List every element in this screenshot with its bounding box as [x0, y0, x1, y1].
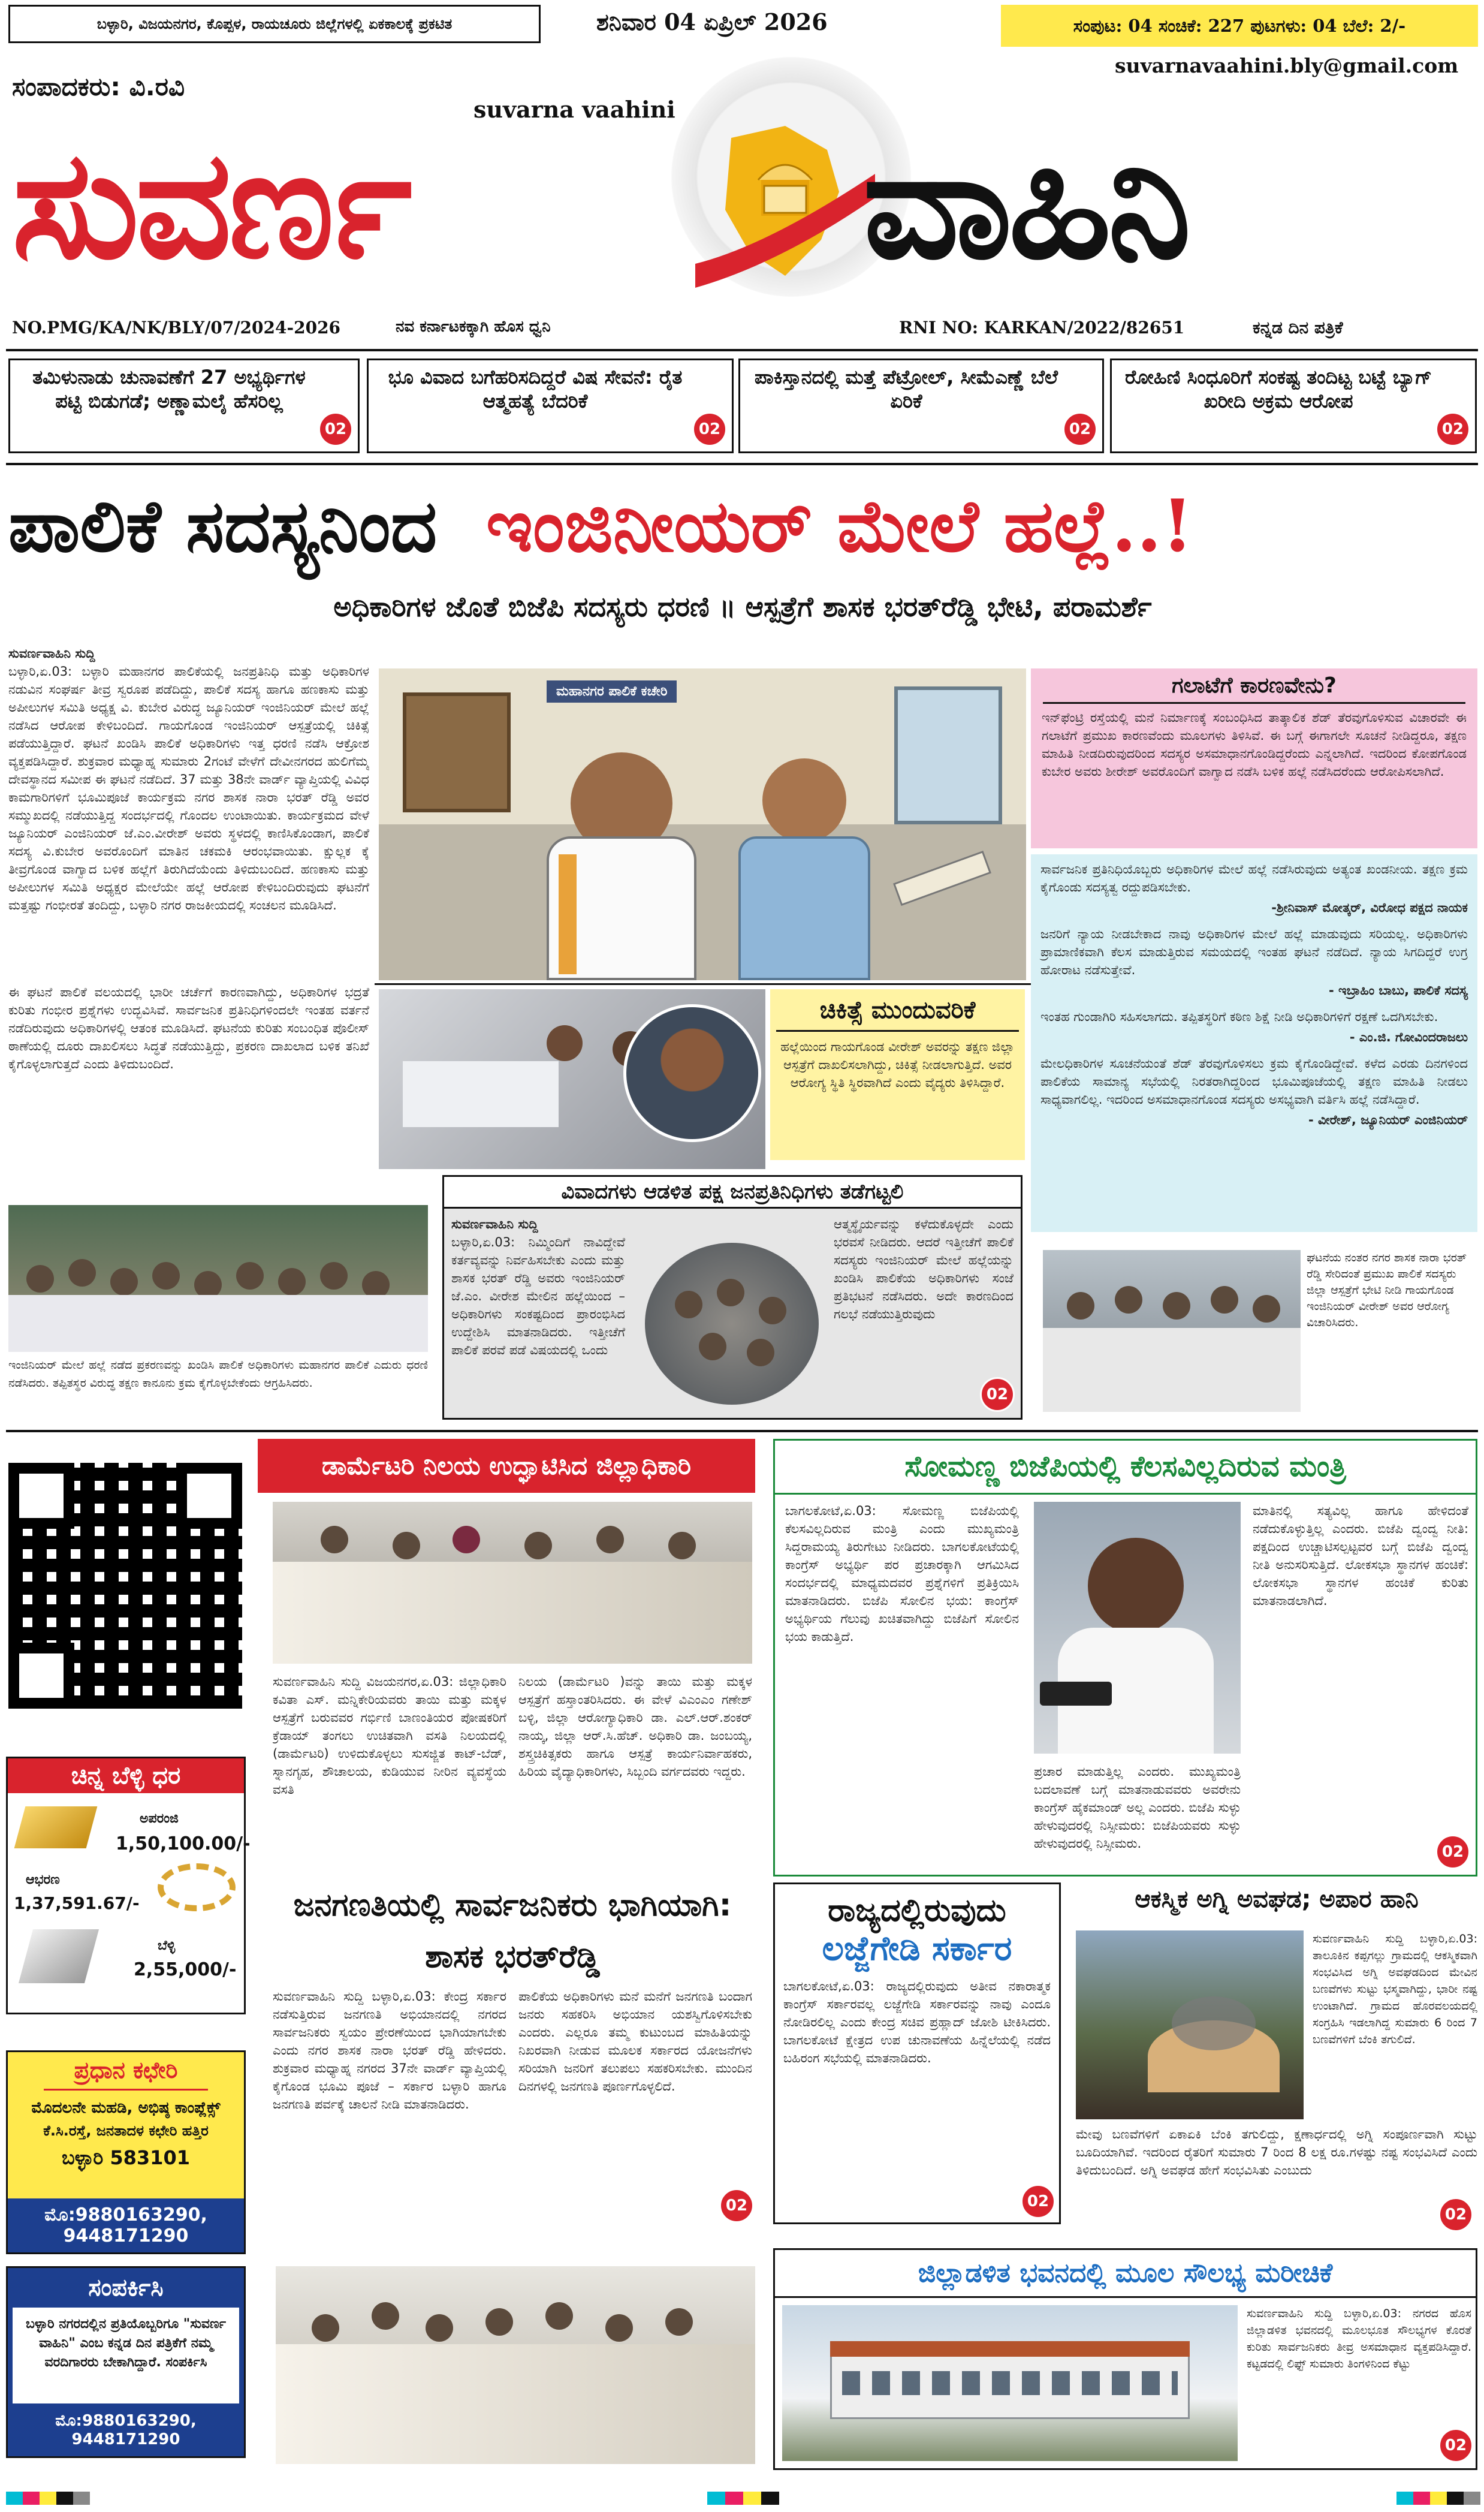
office-phone[interactable]: ಮೊ:9880163290, 9448171290	[8, 2198, 244, 2252]
census-photo	[276, 2266, 755, 2464]
price-value-silver: 2,55,000/-	[134, 1959, 237, 1980]
quote-author: -ಶ್ರೀನಿವಾಸ್ ಮೋತ್ಕರ್, ವಿರೋಧ ಪಕ್ಷದ ನಾಯಕ	[1271, 900, 1468, 915]
page-badge: 02	[719, 2188, 754, 2223]
page-badge: 02	[1021, 2184, 1055, 2219]
headline-red: ಇಂಜಿನೀಯರ್ ಮೇಲೆ ಹಲ್ಲೆ..!	[486, 484, 1193, 568]
office-line: ಬಳ್ಳಾರಿ 583101	[62, 2146, 190, 2169]
dormitory-title[interactable]: ಡಾರ್ಮೆಟರಿ ನಿಲಯ ಉದ್ಘಾಟಿಸಿದ ಜಿಲ್ಲಾಧಿಕಾರಿ	[258, 1439, 755, 1493]
teaser-1[interactable]	[8, 359, 360, 453]
office-line: ಕೆ.ಸಿ.ರಸ್ತೆ, ಜನತಾದಳ ಕಛೇರಿ ಹತ್ತಿರ	[43, 2122, 209, 2139]
quote-3: ಇಂತಹ ಗುಂಡಾಗಿರಿ ಸಹಿಸಲಾಗದು. ತಪ್ಪಿತಸ್ಥರಿಗೆ ಕಠಿಣ ಶಿಕ್ಷೆ ನೀಡಿ ಅಧಿಕಾರಿಗಳಿಗೆ ರಕ್ಷಣೆ ಒದಗಿಸಬೇಕು. - ಎಂ.ಜಿ. ಗೋವಿಂದರಾಜಲು	[1040, 1008, 1468, 1046]
lead-body-1	[8, 644, 369, 974]
dispute-photo	[645, 1243, 819, 1405]
price-value-jewel: 1,37,591.67/-	[14, 1893, 140, 1913]
office-title: ಪ್ರಧಾನ ಕಛೇರಿ	[44, 2052, 208, 2091]
qr-code[interactable]	[8, 1463, 242, 1709]
quote-author: - ವೀರೇಶ್, ಜ್ಯೂನಿಯರ್ ಎಂಜಿನಿಯರ್	[1308, 1113, 1468, 1127]
gold-bar-icon	[14, 1806, 98, 1848]
title-right: ವಾಹಿನಿ	[863, 116, 1188, 292]
page-badge: 02	[1435, 412, 1470, 447]
quote-author: - ಇಬ್ರಾಹಿಂ ಬಾಬು, ಪಾಲಿಕೆ ಸದಸ್ಯ	[1329, 983, 1468, 998]
slogan: ನವ ಕರ್ನಾಟಕಕ್ಕಾಗಿ ಹೊಸ ಧ್ವನಿ	[396, 318, 551, 336]
lajje-title-black[interactable]: ರಾಜ್ಯದಲ್ಲಿರುವುದು	[828, 1893, 1006, 1929]
lead-headline[interactable]	[8, 474, 1477, 579]
jewelry-icon	[158, 1863, 236, 1911]
issue-info: ಸಂಪುಟ: 04 ಸಂಚಿಕೆ: 227 ಪುಟಗಳು: 04 ಬೆಲೆ: 2/-	[1001, 5, 1478, 47]
teaser-text: ತಮಿಳುನಾಡು ಚುನಾವಣೆಗೆ 27 ಅಭ್ಯರ್ಥಿಗಳ ಪಟ್ಟಿ ಬಿಡುಗಡೆ; ಅಣ್ಣಾಮಲೈ ಹೆಸರಿಲ್ಲ	[32, 366, 306, 412]
lajje-title-blue[interactable]: ಲಜ್ಜೆಗೇಡಿ ಸರ್ಕಾರ	[822, 1929, 1012, 1968]
treatment-box	[770, 989, 1025, 1160]
body-text: ಬಳ್ಳಾರಿ,ಏ.03: ನಿಮ್ಮಿಂದಿಗೆ ನಾವಿದ್ದೇವೆ ಕರ್ತವ್ಯವನ್ನು ನಿರ್ವಹಿಸಬೇಕು ಎಂದು ಮತ್ತು ಶಾಸಕ ಭರತ್ ರೆಡ್ಡಿ ಅವರು ಇಂಜಿನಿಯರ್ ಜೆ.ಎಂ. ವೀರೇಶ ಮೇಲಿನ ಹಲ್ಲೆಯಿಂದ – ಅಧಿಕಾರಿಗಳು ಸಂಕಷ್ಟದಿಂದ ಪ್ರಾರಂಭಿಸಿದ ಉದ್ದೇಶಿಸಿ ಮಾತನಾಡಿದರು. ಇತ್ತೀಚೆಗೆ ಪಾಲಿಕೆ ಪರವೆ ಪಡೆ ವಿಷಯದಲ್ಲಿ ಒಂದು	[451, 1235, 625, 1357]
teaser-3[interactable]	[738, 359, 1104, 453]
somanna-title[interactable]: ಸೋಮಣ್ಣ ಬಿಜೆಪಿಯಲ್ಲಿ ಕೆಲಸವಿಲ್ಲದಿರುವ ಮಂತ್ರಿ	[775, 1441, 1476, 1495]
mla-visit-caption: ಘಟನೆಯ ನಂತರ ನಗರ ಶಾಸಕ ನಾರಾ ಭರತ್ ರೆಡ್ಡಿ ಸೇರಿದಂತೆ ಪ್ರಮುಖ ಪಾಲಿಕೆ ಸದಸ್ಯರು ಜಿಲ್ಲಾ ಆಸ್ಪತ್ರೆಗೆ ಭೇಟಿ ನೀಡಿ ಗಾಯಗೊಂಡ ಇಂಜಿನಿಯರ್ ವೀರೇಶ್ ಅವರ ಆರೋಗ್ಯ ವಿಚಾರಿಸಿದರು.	[1307, 1251, 1467, 1329]
page-badge: 02	[1438, 2197, 1473, 2232]
byline: ಸುವರ್ಣವಾಹಿನಿ ಸುದ್ದಿ	[8, 646, 95, 661]
email[interactable]: suvarnavaahini.bly@gmail.com	[1115, 54, 1459, 77]
why-title: ಗಲಾಟೆಗೆ ಕಾರಣವೇನು?	[1043, 673, 1465, 704]
body-text: ಕಾರ್ಯಕ್ರಮದ ವೇಳೆ ಜ್ಯೂನಿಯರ್ ಎಂಜಿನಿಯರ್ ಜೆ.ಎಂ.ವೀರೇಶ್ ಅವರು ಸ್ಥಳದಲ್ಲಿ ಕಾಣಿಸಿಕೊಂಡಾಗ, ಪಾಲಿಕೆ ಸದಸ್ಯ ವಿ.ಕುಬೇರ ಅವರೊಂದಿಗೆ ಮಾತಿನ ಚಕಮಕಿ ಆರಂಭವಾಯಿತು. ಕ್ಷುಲ್ಲಕ ಕ್ಕೆ ತೀವ್ರಗೊಂಡ ವಾಗ್ವಾದ ಬಳಿಕ ಹಲ್ಲೆಗೆ ತಿರುಗಿದೆಯೆಂದು ತಿಳಿದುಬಂದಿದೆ.	[8, 808, 369, 877]
map-logo-icon	[695, 114, 875, 294]
teaser-text: ರೋಹಿಣಿ ಸಿಂಧೂರಿಗೆ ಸಂಕಷ್ಟ ತಂದಿಟ್ಟ ಬಟ್ಟೆ ಬ್ಯಾಗ್ ಖರೀದಿ ಅಕ್ರಮ ಆರೋಪ	[1124, 366, 1432, 412]
byline: ಸುವರ್ಣವಾಹಿನಿ ಸುದ್ದಿ	[451, 1217, 538, 1231]
page-badge: 02	[1063, 412, 1097, 447]
teaser-text: ಭೂ ವಿವಾದ ಬಗೆಹರಿಸದಿದ್ದರೆ ವಿಷ ಸೇವನೆ: ರೈತ ಆತ್ಮಹತ್ಯೆ ಬೆದರಿಕೆ	[388, 366, 683, 412]
somanna-col-2: ಪ್ರಚಾರ ಮಾಡುತ್ತಿಲ್ಲ ಎಂದರು. ಮುಖ್ಯಮಂತ್ರಿ ಬದಲಾವಣೆ ಬಗ್ಗೆ ಮಾತನಾಡುವವರು ಅವರೇನು ಕಾಂಗ್ರೆಸ್ ಹೈಕಮಾಂಡ್ ಅಲ್ಲ ಎಂದರು. ಬಿಜೆಪಿ ಸುಳ್ಳು ಹೇಳುವುದರಲ್ಲಿ ನಿಸ್ಸೀಮರು: ಬಿಜೆಪಿಯವರು ಸುಳ್ಳು ಹೇಳುವುದರಲ್ಲಿ ನಿಸ್ಸೀಮರು.	[1034, 1764, 1241, 1851]
rni-number: RNI NO: KARKAN/2022/82651	[899, 318, 1185, 338]
somanna-col-3: ಮಾತಿನಲ್ಲಿ ಸತ್ಯವಿಲ್ಲ ಹಾಗೂ ಹೇಳಿದಂತೆ ನಡೆದುಕೊಳ್ಳುತ್ತಿಲ್ಲ ಎಂದರು. ಬಿಜೆಪಿ ದ್ವಂದ್ವ ನೀತಿ: ಪಕ್ಷದಿಂದ ಉಚ್ಚಾಟಿಸಲ್ಪಟ್ಟವರ ಬಗ್ಗೆ ಬಿಜೆಪಿ ದ್ವಂದ್ವ ನೀತಿ ಅನುಸರಿಸುತ್ತಿದೆ. ಲೋಕಸಭಾ ಸ್ಥಾನಗಳ ಹಂಚಿಕೆ: ಲೋಕಸಭಾ ಸ್ಥಾನಗಳ ಹಂಚಿಕೆ ಕುರಿತು ಮಾತನಾಡಲಾಗಿದೆ.	[1253, 1504, 1468, 1608]
bhavana-title[interactable]: ಜಿಲ್ಲಾಡಳಿತ ಭವನದಲ್ಲಿ ಮೂಲ ಸೌಲಭ್ಯ ಮರೀಚಿಕೆ	[775, 2250, 1476, 2298]
dormitory-col-2: ನಿಲಯ (ಡಾರ್ಮೆಟರಿ )ವನ್ನು ತಾಯಿ ಮತ್ತು ಮಕ್ಕಳ ಆಸ್ಪತ್ರೆಗೆ ಹಸ್ತಾಂತರಿಸಿದರು. ಈ ವೇಳೆ ವಿಎಂಎಂ ಗಣೇಶ್ ಬಳ್ಳಿ, ಜಿಲ್ಲಾ ಆರೋಗ್ಯಾಧಿಕಾರಿ ಡಾ. ಎಲ್.ಆರ್.ಶಂಕರ್ ನಾಯ್ಕ, ಜಿಲ್ಲಾ ಆರ್.ಸಿ.ಹೆಚ್. ಅಧಿಕಾರಿ ಡಾ. ಜಂಬಯ್ಯ, ಶಸ್ತ್ರಚಿಕಿತ್ಸಕರು ಹಾಗೂ ಆಸ್ಪತ್ರೆ ಕಾರ್ಯನಿರ್ವಾಹಕರು, ಹಿರಿಯ ವೈದ್ಯಾಧಿಕಾರಿಗಳು, ಸಿಬ್ಬಂದಿ ವರ್ಗದವರು ಇದ್ದರು.	[518, 1674, 752, 1779]
dormitory-photo	[273, 1502, 752, 1664]
office-box	[6, 2050, 246, 2254]
dispute-title: ವಿವಾದಗಳು ಆಡಳಿತ ಪಕ್ಷ ಜನಪ್ರತಿನಿಧಿಗಳು ತಡೆಗಟ್ಟಲಿ	[442, 1175, 1022, 1209]
census-title[interactable]: ಜನಗಣತಿಯಲ್ಲಿ ಸಾರ್ವಜನಿಕರು ಭಾಗಿಯಾಗಿ: ಶಾಸಕ ಭರತ್‌ರೆಡ್ಡಿ	[293, 1887, 732, 1975]
teaser-2[interactable]	[367, 359, 734, 453]
why-body: ಇನ್‌ಫೆಂಟ್ರಿ ರಸ್ತೆಯಲ್ಲಿ ಮನೆ ನಿರ್ಮಾಣಕ್ಕೆ ಸಂಬಂಧಿಸಿದ ತಾತ್ಕಾಲಿಕ ಶೆಡ್ ತೆರವುಗೊಳಿಸುವ ವಿಚಾರವೇ ಈ ಗಲಾಟೆಗೆ ಪ್ರಮುಖ ಕಾರಣವೆಂದು ಮೂಲಗಳು ತಿಳಿಸಿವೆ. ಈ ಬಗ್ಗೆ ಈಗಾಗಲೇ ಸೂಚನೆ ನೀಡಿದ್ದರೂ, ತಕ್ಷಣ ಮಾಹಿತಿ ನೀಡದಿರುವುದರಿಂದ ಸದಸ್ಯರ ಅಸಮಾಧಾನಗೊಂಡಿದ್ದರೆಂದು ಎನ್ನಲಾಗಿದೆ. ಇದರಿಂದ ಕೋಪಗೊಂಡ ಕುಬೇರ ಅವರು ಶೀರೇಶ್ ಅವರೊಂದಿಗೆ ವಾಗ್ವಾದ ನಡೆಸಿ ಬಳಿಕ ಹಲ್ಲೆ ನಡೆಸಿದರೆಂದು ಆರೋಪಿಸಲಾಗಿದೆ.	[1042, 710, 1467, 779]
contact-body: ಬಳ್ಳಾರಿ ನಗರದಲ್ಲಿನ ಪ್ರತಿಯೊಬ್ಬರಿಗೂ "ಸುವರ್ಣ ವಾಹಿನಿ" ಎಂಬ ಕನ್ನಡ ದಿನ ಪತ್ರಿಕೆಗೆ ನಮ್ಮ ವರದಿಗಾರರು ಬೇಕಾಗಿದ್ದಾರೆ. ಸಂಪರ್ಕಿಸಿ	[13, 2308, 239, 2403]
office-line: ಮೊದಲನೇ ಮಹಡಿ, ಅಭಿಷ್ಠ ಕಾಂಪ್ಲೆಕ್ಸ್	[31, 2099, 221, 2117]
dispute-body-right: ಆತ್ಮಸ್ಥೈರ್ಯವನ್ನು ಕಳೆದುಕೊಳ್ಳದೇ ಎಂದು ಭರವಸೆ ನೀಡಿದರು. ಆದರೆ ಇತ್ತೀಚೆಗೆ ಪಾಲಿಕೆ ಸದಸ್ಯರು ಇಂಜಿನಿಯರ್ ಮೇಲೆ ಹಲ್ಲೆಯನ್ನು ಖಂಡಿಸಿ ಪಾಲಿಕೆಯ ಅಧಿಕಾರಿಗಳು ಸಂಜೆ ಪ್ರತಿಭಟನೆ ನಡೆಸಿದರು. ಅದೇ ಕಾರಣದಿಂದ ಗಲಭೆ ನಡೆಯುತ್ತಿರುವುದು	[834, 1217, 1014, 1321]
why-box	[1031, 668, 1477, 848]
price-label-silver: ಬೆಳ್ಳಿ	[158, 1938, 176, 1953]
price-label-gold: ಅಪರಂಜಿ	[140, 1811, 179, 1826]
title-left: ಸುವರ್ಣ	[12, 116, 409, 292]
lajje-body: ಬಾಗಲಕೋಟೆ,ಏ.03: ರಾಜ್ಯದಲ್ಲಿರುವುದು ಅತೀವ ನಕಾರಾತ್ಮಕ ಕಾಂಗ್ರೆಸ್ ಸರ್ಕಾರವಲ್ಲ ಲಜ್ಜೆಗೇಡಿ ಸರ್ಕಾರವನ್ನು ನಾವು ಎಂದೂ ನೋಡಿರಲಿಲ್ಲ ಎಂದು ಕೇಂದ್ರ ಸಚಿವ ಪ್ರಹ್ಲಾದ್ ಜೋಶಿ ಟೀಕಿಸಿದರು. ಬಾಗಲಕೋಟೆ ಕ್ಷೇತ್ರದ ಉಪ ಚುನಾವಣೆಯ ಹಿನ್ನೆಲೆಯಲ್ಲಿ ನಡೆದ ಬಹಿರಂಗ ಸಭೆಯಲ್ಲಿ ಮಾತನಾಡಿದರು.	[783, 1979, 1051, 2065]
somanna-photo	[1034, 1502, 1241, 1754]
illustration-assault	[379, 668, 1026, 980]
body-text: ಬಳ್ಳಾರಿ,ಏ.03: ಬಳ್ಳಾರಿ ಮಹಾನಗರ ಪಾಲಿಕೆಯಲ್ಲಿ ಜನಪ್ರತಿನಿಧಿ ಮತ್ತು ಅಧಿಕಾರಿಗಳ ನಡುವಿನ ಸಂಘರ್ಷ ತೀವ್ರ ಸ್ವರೂಪ ಪಡೆದಿದ್ದು, ಪಾಲಿಕೆ ಸದಸ್ಯ ಹಾಗೂ ಹಣಕಾಸು ಮತ್ತು ಅಪೀಲುಗಳ ಸಮಿತಿ ಅಧ್ಯಕ್ಷ ವಿ. ಕುಬೇರ ವಿರುದ್ಧ ಜ್ಯೂನಿಯರ್ ಇಂಜಿನಿಯರ್ ಮೇಲೆ ಹಲ್ಲೆ ನಡೆಸಿದ ಆರೋಪ ಕೇಳಿಬಂದಿದೆ. ಗಾಯಗೊಂಡ ಇಂಜಿನಿಯರ್ ಆಸ್ಪತ್ರೆಯಲ್ಲಿ ಚಿಕಿತ್ಸೆ ಪಡೆಯುತ್ತಿದ್ದಾರೆ. ಘಟನೆ ಖಂಡಿಸಿ ಪಾಲಿಕೆ ಅಧಿಕಾರಿಗಳು ಇತ್ತ ಧರಣಿ ನಡೆಸಿ ಆಕ್ರೋಶ ವ್ಯಕ್ತಪಡಿಸಿದ್ದಾರೆ.	[8, 664, 369, 769]
contact-phone[interactable]: ಮೊ:9880163290, 9448171290	[55, 2412, 197, 2448]
treatment-body: ಹಲ್ಲೆಯಿಂದ ಗಾಯಗೊಂಡ ವೀರೇಶ್ ಅವರನ್ನು ತಕ್ಷಣ ಜಿಲ್ಲಾ ಆಸ್ಪತ್ರೆಗೆ ದಾಖಲಿಸಲಾಗಿದ್ದು, ಚಿಕಿತ್ಸೆ ನೀಡಲಾಗುತ್ತಿದೆ. ಅವರ ಆರೋಗ್ಯ ಸ್ಥಿತಿ ಸ್ಥಿರವಾಗಿದೆ ಎಂದು ವೈದ್ಯರು ತಿಳಿಸಿದ್ದಾರೆ.	[780, 1040, 1015, 1090]
headline-black: ಪಾಲಿಕೆ ಸದಸ್ಯನಿಂದ	[8, 484, 438, 568]
body-text: ಹಣಕಾಸು ಮತ್ತು ಅಪೀಲುಗಳ ಸಮಿತಿ ಅಧ್ಯಕ್ಷರ ಮೇಲೆಯೇ ಹಲ್ಲೆ ಆರೋಪ ಕೇಳಿಬಂದಿರುವುದು ಘಟನೆಗೆ ಮತ್ತಷ್ಟು ಗಂಭೀರತೆ ತಂದಿದ್ದು, ಬಳ್ಳಾರಿ ನಗರ ರಾಜಕೀಯದಲ್ಲಿ ಸಂಚಲನ ಮೂಡಿಸಿದೆ.	[8, 862, 369, 912]
issue-date: ಶನಿವಾರ 04 ಏಪ್ರಿಲ್ 2026	[596, 8, 828, 35]
quote-4: ಮೇಲಧಿಕಾರಿಗಳ ಸೂಚನೆಯಂತೆ ಶೆಡ್ ತೆರವುಗೊಳಿಸಲು ಕ್ರಮ ಕೈಗೊಂಡಿದ್ದೇವೆ. ಕಳೆದ ಎರಡು ದಿನಗಳಿಂದ ಪಾಲಿಕೆಯ ಸಾಮಾನ್ಯ ಸಭೆಯಲ್ಲಿ ನಿರತರಾಗಿದ್ದರಿಂದ ಭೂಮಿಪೂಜೆಯಲ್ಲಿ ತಕ್ಷಣ ಮಾಹಿತಿ ನೀಡಲು ಸಾಧ್ಯವಾಗಲಿಲ್ಲ. ಇದರಿಂದ ಅಸಮಾಧಾನಗೊಂಡ ಸದಸ್ಯರು ಅಸಭ್ಯವಾಗಿ ವರ್ತಿಸಿ ಹಲ್ಲೆ ನಡೆಸಿದ್ದಾರೆ. - ವೀರೇಶ್, ಜ್ಯೂನಿಯರ್ ಎಂಜಿನಿಯರ್	[1040, 1055, 1468, 1129]
lajje-box	[773, 1883, 1061, 2224]
contact-box	[6, 2266, 246, 2458]
lead-body-5: ಈ ಘಟನೆ ಪಾಲಿಕೆ ವಲಯದಲ್ಲಿ ಭಾರೀ ಚರ್ಚೆಗೆ ಕಾರಣವಾಗಿದ್ದು, ಅಧಿಕಾರಿಗಳ ಭದ್ರತೆ ಕುರಿತು ಗಂಭೀರ ಪ್ರಶ್ನೆಗಳು ಉದ್ಭವಿಸಿವೆ. ಸಾರ್ವಜನಿಕ ಪ್ರತಿನಿಧಿಗಳಿಂದಲೇ ಇಂತಹ ವರ್ತನೆ ನಡೆದಿರುವುದು ಅಧಿಕಾರಿಗಳಲ್ಲಿ ಆತಂಕ ಮೂಡಿಸಿದೆ. ಘಟನೆಯ ಕುರಿತು ಸಂಬಂಧಿತ ಪೊಲೀಸ್ ಠಾಣೆಯಲ್ಲಿ ದೂರು ದಾಖಲಿಸಲು ಸಿದ್ಧತೆ ನಡೆಯುತ್ತಿದ್ದು, ಪ್ರಕರಣ ದಾಖಲಾದ ಬಳಿಕ ತನಿಖೆ ಕೈಗೊಳ್ಳಲಾಗುತ್ತದೆ ಎಂದು ತಿಳಿದುಬಂದಿದೆ.	[8, 985, 369, 1071]
treatment-title: ಚಿಕಿತ್ಸೆ ಮುಂದುವರಿಕೆ	[776, 989, 1019, 1032]
print-marks	[0, 2488, 1484, 2506]
teaser-text: ಪಾಕಿಸ್ತಾನದಲ್ಲಿ ಮತ್ತೆ ಪೆಟ್ರೋಲ್, ಸೀಮೆಎಣ್ಣೆ ಬೆಲೆ ಏರಿಕೆ	[754, 366, 1058, 412]
reg-number: NO.PMG/KA/NK/BLY/07/2024-2026	[12, 318, 341, 338]
protest-photo	[8, 1205, 428, 1352]
somanna-col-1: ಬಾಗಲಕೋಟೆ,ಏ.03: ಸೋಮಣ್ಣ ಬಿಜೆಪಿಯಲ್ಲಿ ಕೆಲಸವಿಲ್ಲದಿರುವ ಮಂತ್ರಿ ಎಂದು ಮುಖ್ಯಮಂತ್ರಿ ಸಿದ್ದರಾಮಯ್ಯ ತಿರುಗೇಟು ನೀಡಿದರು. ಬಾಗಲಕೋಟೆಯಲ್ಲಿ ಕಾಂಗ್ರೆಸ್ ಅಭ್ಯರ್ಥಿ ಪರ ಪ್ರಚಾರಕ್ಕಾಗಿ ಆಗಮಿಸಿದ ಸಂದರ್ಭದಲ್ಲಿ ಮಾಧ್ಯಮದವರ ಪ್ರಶ್ನೆಗಳಿಗೆ ಪ್ರತಿಕ್ರಿಯಿಸಿ ಮಾತನಾಡಿದರು. ಬಿಜೆಪಿ ಸೋಲಿನ ಭಯ: ಕಾಂಗ್ರೆಸ್ ಅಭ್ಯರ್ಥಿಯ ಗೆಲುವು ಖಚಿತವಾಗಿದ್ದು ಬಿಜೆಪಿಗೆ ಸೋಲಿನ ಭಯ ಕಾಡುತ್ತಿದೆ.	[785, 1504, 1019, 1644]
office-sign: ಮಹಾನಗರ ಪಾಲಿಕೆ ಕಚೇರಿ	[547, 680, 677, 703]
silver-bar-icon	[19, 1929, 99, 1983]
quote-2: ಜನರಿಗೆ ನ್ಯಾಯ ನೀಡಬೇಕಾದ ನಾವು ಅಧಿಕಾರಿಗಳ ಮೇಲೆ ಹಲ್ಲೆ ಮಾಡುವುದು ಸರಿಯಲ್ಲ. ಅಧಿಕಾರಿಗಳು ಪ್ರಾಮಾಣಿಕವಾಗಿ ಕೆಲಸ ಮಾಡುತ್ತಿರುವ ಸಮಯದಲ್ಲಿ ಇಂತಹ ಘಟನೆ ನಡೆದಿದೆ. ನ್ಯಾಯ ಸಿಗದಿದ್ದರೆ ಉಗ್ರ ಹೋರಾಟ ನಡೆಸುತ್ತೇವೆ. - ಇಬ್ರಾಹಿಂ ಬಾಬು, ಪಾಲಿಕೆ ಸದಸ್ಯ	[1040, 925, 1468, 999]
editor-name: ಸಂಪಾದಕರು: ವಿ.ರವಿ	[12, 72, 185, 101]
quote-1: ಸಾರ್ವಜನಿಕ ಪ್ರತಿನಿಧಿಯೊಬ್ಬರು ಅಧಿಕಾರಿಗಳ ಮೇಲೆ ಹಲ್ಲೆ ನಡೆಸಿರುವುದು ಅತ್ಯಂತ ಖಂಡನೀಯ. ತಕ್ಷಣ ಕ್ರಮ ಕೈಗೊಂಡು ಸದಸ್ಯತ್ವ ರದ್ದುಪಡಿಸಬೇಕು. -ಶ್ರೀನಿವಾಸ್ ಮೋತ್ಕರ್, ವಿರೋಧ ಪಕ್ಷದ ನಾಯಕ	[1040, 860, 1468, 917]
page-badge: 02	[1438, 2428, 1473, 2463]
fire-body: ಮೇವು ಬಣವೆಗಳಿಗೆ ಏಕಾಏಕಿ ಬೆಂಕಿ ತಗುಲಿದ್ದು, ಕ್ಷಣಾರ್ಧದಲ್ಲಿ ಅಗ್ನಿ ಸಂಪೂರ್ಣವಾಗಿ ಸುಟ್ಟು ಬೂದಿಯಾಗಿವೆ. ಇದರಿಂದ ರೈತರಿಗೆ ಸುಮಾರು 7 ರಿಂದ 8 ಲಕ್ಷ ರೂ.ಗಳಷ್ಟು ನಷ್ಟ ಸಂಭವಿಸಿದೆ ಎಂದು ತಿಳಿದುಬಂದಿದೆ. ಅಗ್ನಿ ಅವಘಡ ಹೇಗೆ ಸಂಭವಿಸಿತು ಎಂಬುದು	[1076, 2127, 1477, 2177]
page-badge: 02	[980, 1377, 1015, 1412]
page-badge: 02	[318, 412, 353, 447]
census-col-1: ಸುವರ್ಣವಾಹಿನಿ ಸುದ್ದಿ ಬಳ್ಳಾರಿ,ಏ.03: ಕೇಂದ್ರ ಸರ್ಕಾರ ನಡೆಸುತ್ತಿರುವ ಜನಗಣತಿ ಅಭಿಯಾನದಲ್ಲಿ ನಗರದ ಸಾರ್ವಜನಿಕರು ಸ್ವಯಂ ಪ್ರೇರಣೆಯಿಂದ ಭಾಗಿಯಾಗಬೇಕು ಎಂದು ನಗರ ಶಾಸಕ ನಾರಾ ಭರತ್ ರೆಡ್ಡಿ ಹೇಳಿದರು. ಶುಕ್ರವಾರ ಮಧ್ಯಾಹ್ನ ನಗರದ 37ನೇ ವಾರ್ಡ್ ವ್ಯಾಪ್ತಿಯಲ್ಲಿ ಕೈಗೊಂಡ ಭೂಮಿ ಪೂಜೆ – ಸರ್ಕಾರ ಬಳ್ಳಾರಿ ಹಾಗೂ ಜನಗಣತಿ ಪರ್ವಕ್ಕೆ ಚಾಲನೆ ನೀಡಿ ಮಾತನಾಡಿದರು.	[273, 1989, 506, 2112]
bhavana-photo	[782, 2305, 1238, 2461]
inset-portrait	[623, 1004, 761, 1142]
dispute-box	[442, 1175, 1022, 1420]
lead-subhead: ಅಧಿಕಾರಿಗಳ ಜೊತೆ ಬಿಜೆಪಿ ಸದಸ್ಯರು ಧರಣಿ ॥ ಆಸ್ಪತ್ರೆಗೆ ಶಾಸಕ ಭರತ್‌ರೆಡ್ಡಿ ಭೇಟಿ, ಪರಾಮರ್ಶೆ	[333, 591, 1152, 623]
price-value-gold: 1,50,100.00/-	[116, 1833, 251, 1854]
english-name: suvarna vaahini	[473, 96, 675, 123]
quote-author: - ಎಂ.ಜಿ. ಗೋವಿಂದರಾಜಲು	[1349, 1030, 1468, 1044]
protest-caption: ಇಂಜಿನಿಯರ್ ಮೇಲೆ ಹಲ್ಲೆ ನಡೆದ ಪ್ರಕರಣವನ್ನು ಖಂಡಿಸಿ ಪಾಲಿಕೆ ಅಧಿಕಾರಿಗಳು ಮಹಾನಗರ ಪಾಲಿಕೆ ಎದುರು ಧರಣಿ ನಡೆಸಿದರು. ತಪ್ಪಿತಸ್ಥರ ವಿರುದ್ಧ ತಕ್ಷಣ ಕಾನೂನು ಕ್ರಮ ಕೈಗೊಳ್ಳಬೇಕೆಂದು ಆಗ್ರಹಿಸಿದರು.	[8, 1359, 428, 1390]
teaser-4[interactable]	[1110, 359, 1477, 453]
tagline-box: ಬಳ್ಳಾರಿ, ವಿಜಯನಗರ, ಕೊಪ್ಪಳ, ರಾಯಚೂರು ಜಿಲ್ಲೆಗಳಲ್ಲಿ ಏಕಕಾಲಕ್ಕೆ ಪ್ರಕಟಿತ	[8, 5, 541, 43]
mla-visit-photo	[1043, 1250, 1301, 1412]
price-box	[6, 1757, 251, 2014]
page-badge: 02	[1435, 1835, 1470, 1869]
dispute-body-left	[451, 1215, 625, 1413]
bhavana-col: ಸುವರ್ಣವಾಹಿನಿ ಸುದ್ದಿ ಬಳ್ಳಾರಿ,ಏ.03: ನಗರದ ಹೊಸ ಜಿಲ್ಲಾಡಳಿತ ಭವನದಲ್ಲಿ ಮೂಲಭೂತ ಸೌಲಭ್ಯಗಳ ಕೊರತೆ ಕುರಿತು ಸಾರ್ವಜನಿಕರು ತೀವ್ರ ಅಸಮಾಧಾನ ವ್ಯಕ್ತಪಡಿಸಿದ್ದಾರೆ. ಕಟ್ಟಡದಲ್ಲಿ ಲಿಫ್ಟ್ ಸುಮಾರು ತಿಂಗಳಿನಿಂದ ಕೆಟ್ಟು	[1247, 2307, 1471, 2371]
page-badge: 02	[692, 412, 727, 447]
fire-col: ಸುವರ್ಣವಾಹಿನಿ ಸುದ್ದಿ ಬಳ್ಳಾರಿ,ಏ.03: ತಾಲೂಕಿನ ಕಪ್ಪಗಲ್ಲು ಗ್ರಾಮದಲ್ಲಿ ಆಕಸ್ಮಿಕವಾಗಿ ಸಂಭವಿಸಿದ ಅಗ್ನಿ ಅವಘಡದಿಂದ ಮೇವಿನ ಬಣವೆಗಳು ಸುಟ್ಟು ಭಸ್ಮವಾಗಿದ್ದು, ಭಾರೀ ನಷ್ಟ ಉಂಟಾಗಿದೆ. ಗ್ರಾಮದ ಹೊರವಲಯದಲ್ಲಿ ಸಂಗ್ರಹಿಸಿ ಇಡಲಾಗಿದ್ದ ಸುಮಾರು 6 ರಿಂದ 7 ಬಣವೆಗಳಿಗೆ ಬೆಂಕಿ ತಗುಲಿದೆ.	[1313, 1932, 1477, 2046]
census-col-2: ಪಾಲಿಕೆಯ ಅಧಿಕಾರಿಗಳು ಮನೆ ಮನೆಗೆ ಜನಗಣತಿ ಬಂದಾಗ ಜನರು ಸಹಕರಿಸಿ ಅಭಿಯಾನ ಯಶಸ್ವಿಗೊಳಿಸಬೇಕು ಎಂದರು. ಎಲ್ಲರೂ ತಮ್ಮ ಕುಟುಂಬದ ಮಾಹಿತಿಯನ್ನು ನಿಖರವಾಗಿ ನೀಡುವ ಮೂಲಕ ಸರ್ಕಾರದ ಯೋಜನೆಗಳು ಸರಿಯಾಗಿ ಜನರಿಗೆ ತಲುಪಲು ಸಹಕರಿಸಬೇಕು. ಮುಂದಿನ ದಿನಗಳಲ್ಲಿ ಜನಗಣತಿ ಪೂರ್ಣಗೊಳ್ಳಲಿದೆ.	[518, 1989, 752, 2094]
price-title: ಚಿನ್ನ ಬೆಳ್ಳಿ ಧರ	[8, 1758, 244, 1793]
dormitory-col-1: ಸುವರ್ಣವಾಹಿನಿ ಸುದ್ದಿ ವಿಜಯನಗರ,ಏ.03: ಜಿಲ್ಲಾಧಿಕಾರಿ ಕವಿತಾ ಎಸ್. ಮನ್ನಿಕೇರಿಯವರು ತಾಯಿ ಮತ್ತು ಮಕ್ಕಳ ಆಸ್ಪತ್ರೆಗೆ ಬರುವವರ ಗರ್ಭಿಣಿ ಬಾಣಂತಿಯರ ಪೋಷಕರಿಗೆ ಕ್ರೆಡಾಯ್ ತಂಗಲು ಉಚಿತವಾಗಿ ವಸತಿ ನಿಲಯದಲ್ಲಿ (ಡಾರ್ಮೆಟರಿ) ಉಳಿದುಕೊಳ್ಳಲು ಸುಸಜ್ಜಿತ ಕಾಟ್-ಬೆಡ್, ಸ್ನಾನಗೃಹ, ಶೌಚಾಲಯ, ಕುಡಿಯುವ ನೀರಿನ ವ್ಯವಸ್ಥೆಯ ವಸತಿ	[273, 1674, 506, 1797]
price-label-jewel: ಆಭರಣ	[26, 1872, 60, 1887]
contact-title: ಸಂಪರ್ಕಿಸಿ	[88, 2274, 164, 2302]
quotes-box	[1031, 854, 1477, 1232]
fire-title[interactable]: ಆಕಸ್ಮಿಕ ಅಗ್ನಿ ಅವಘಡ; ಅಪಾರ ಹಾನಿ	[1135, 1885, 1419, 1913]
fire-photo	[1076, 1930, 1304, 2119]
daily-label: ಕನ್ನಡ ದಿನ ಪತ್ರಿಕೆ	[1253, 318, 1343, 338]
body-text: ಶುಕ್ರವಾರ ಮಧ್ಯಾಹ್ನ ಸುಮಾರು 2ಗಂಟೆ ವೇಳೆಗೆ ದೇವೀನಗರದ ಹುಲಿಗೆಮ್ಮ ದೇವಸ್ಥಾನದ ಸಮೀಪ ಈ ಘಟನೆ ನಡೆದಿದೆ. 37 ಮತ್ತು 38ನೇ ವಾರ್ಡ್ ವ್ಯಾಪ್ತಿಯಲ್ಲಿ ವಿವಿಧ ಕಾಮಗಾರಿಗಳಿಗೆ ಭೂಮಿಪೂಜೆ ಕಾರ್ಯಕ್ರಮ ನಗರ ಶಾಸಕ ನಾರಾ ಭರತ್ ರೆಡ್ಡಿ ಅವರ ಸಮ್ಮುಖದಲ್ಲಿ ನಡೆಯುತ್ತಿದ್ದ ಸಂದರ್ಭದಲ್ಲಿ ಗೊಂದಲ ಉಂಟಾಯಿತು.	[8, 754, 369, 823]
